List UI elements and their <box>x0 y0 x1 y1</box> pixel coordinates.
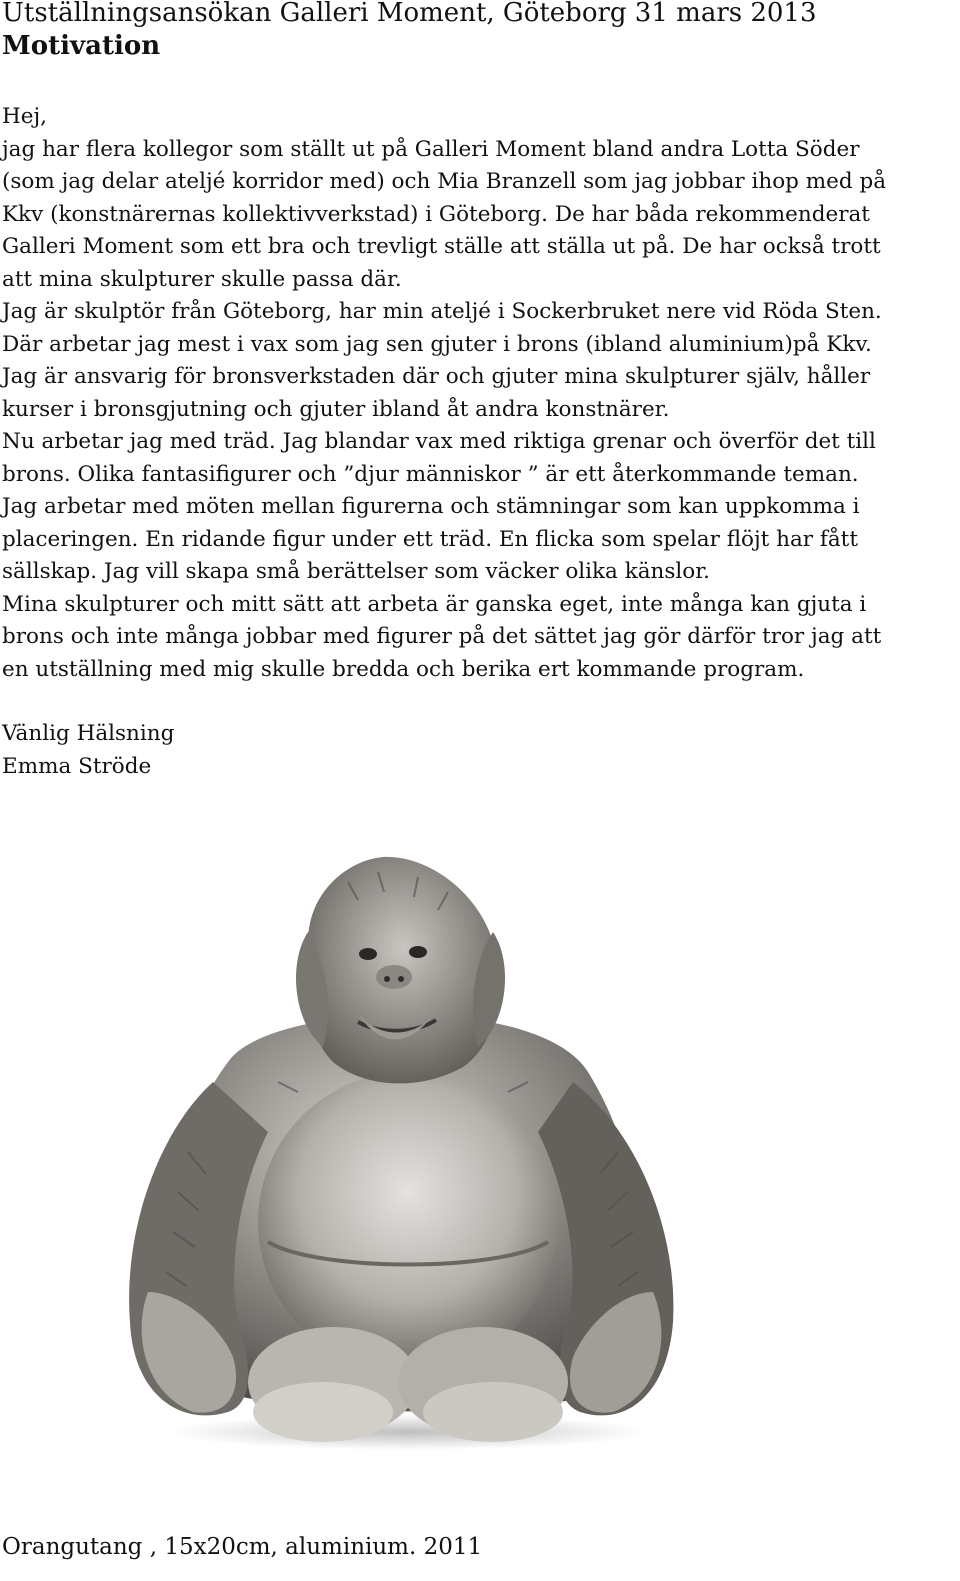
letter-body <box>2 134 952 687</box>
letter <box>2 0 952 783</box>
body-line: Mina skulpturer och mitt sätt att arbeta är ganska eget, inte många kan gjuta i <box>2 591 867 617</box>
closing: Vänlig Hälsning <box>2 721 175 746</box>
body-line: Kkv (konstnärernas kollektivverkstad) i Göteborg. De har båda rekommenderat <box>2 201 870 227</box>
body-line: Nu arbetar jag med träd. Jag blandar vax med riktiga grenar och överför det till <box>2 429 876 454</box>
body-line: Galleri Moment som ett bra och trevligt ställe att ställa ut på. De har också trott <box>2 234 881 259</box>
body-line: Jag är ansvarig för bronsverkstaden där och gjuter mina skulpturer själv, håller <box>2 364 871 389</box>
greeting: Hej, <box>2 104 47 129</box>
body-line: en utställning med mig skulle bredda och berika ert kommande program. <box>2 656 805 682</box>
figure-caption: Orangutang , 15x20cm, aluminium. 2011 <box>2 1534 483 1560</box>
document-subtitle: Motivation <box>2 31 161 61</box>
orangutan-sculpture-photo <box>118 852 688 1452</box>
body-line: kurser i bronsgjutning och gjuter ibland åt andra konstnärer. <box>2 396 670 422</box>
body-line: placeringen. En ridande figur under ett träd. En flicka som spelar flöjt har fått <box>2 526 858 552</box>
body-line: att mina skulpturer skulle passa där. <box>2 266 402 292</box>
body-line: sällskap. Jag vill skapa små berättelser som väcker olika känslor. <box>2 559 710 584</box>
body-line: Där arbetar jag mest i vax som jag sen gjuter i brons (ibland aluminium)på Kkv. <box>2 331 872 357</box>
body-line: brons. Olika fantasifigurer och ”djur människor ” är ett återkommande teman. <box>2 461 859 487</box>
signature: Emma Ströde <box>2 753 152 779</box>
body-line: jag har flera kollegor som ställt ut på Galleri Moment bland andra Lotta Söder <box>2 136 860 162</box>
document-title: Utställningsansökan Galleri Moment, Göteborg 31 mars 2013 <box>2 0 817 28</box>
body-line: Jag är skulptör från Göteborg, har min ateljé i Sockerbruket nere vid Röda Sten. <box>2 299 882 324</box>
body-line: Jag arbetar med möten mellan figurerna och stämningar som kan uppkomma i <box>2 494 860 519</box>
body-line: brons och inte många jobbar med figurer på det sättet jag gör därför tror jag att <box>2 624 882 649</box>
body-line: (som jag delar ateljé korridor med) och Mia Branzell som jag jobbar ihop med på <box>2 169 887 194</box>
